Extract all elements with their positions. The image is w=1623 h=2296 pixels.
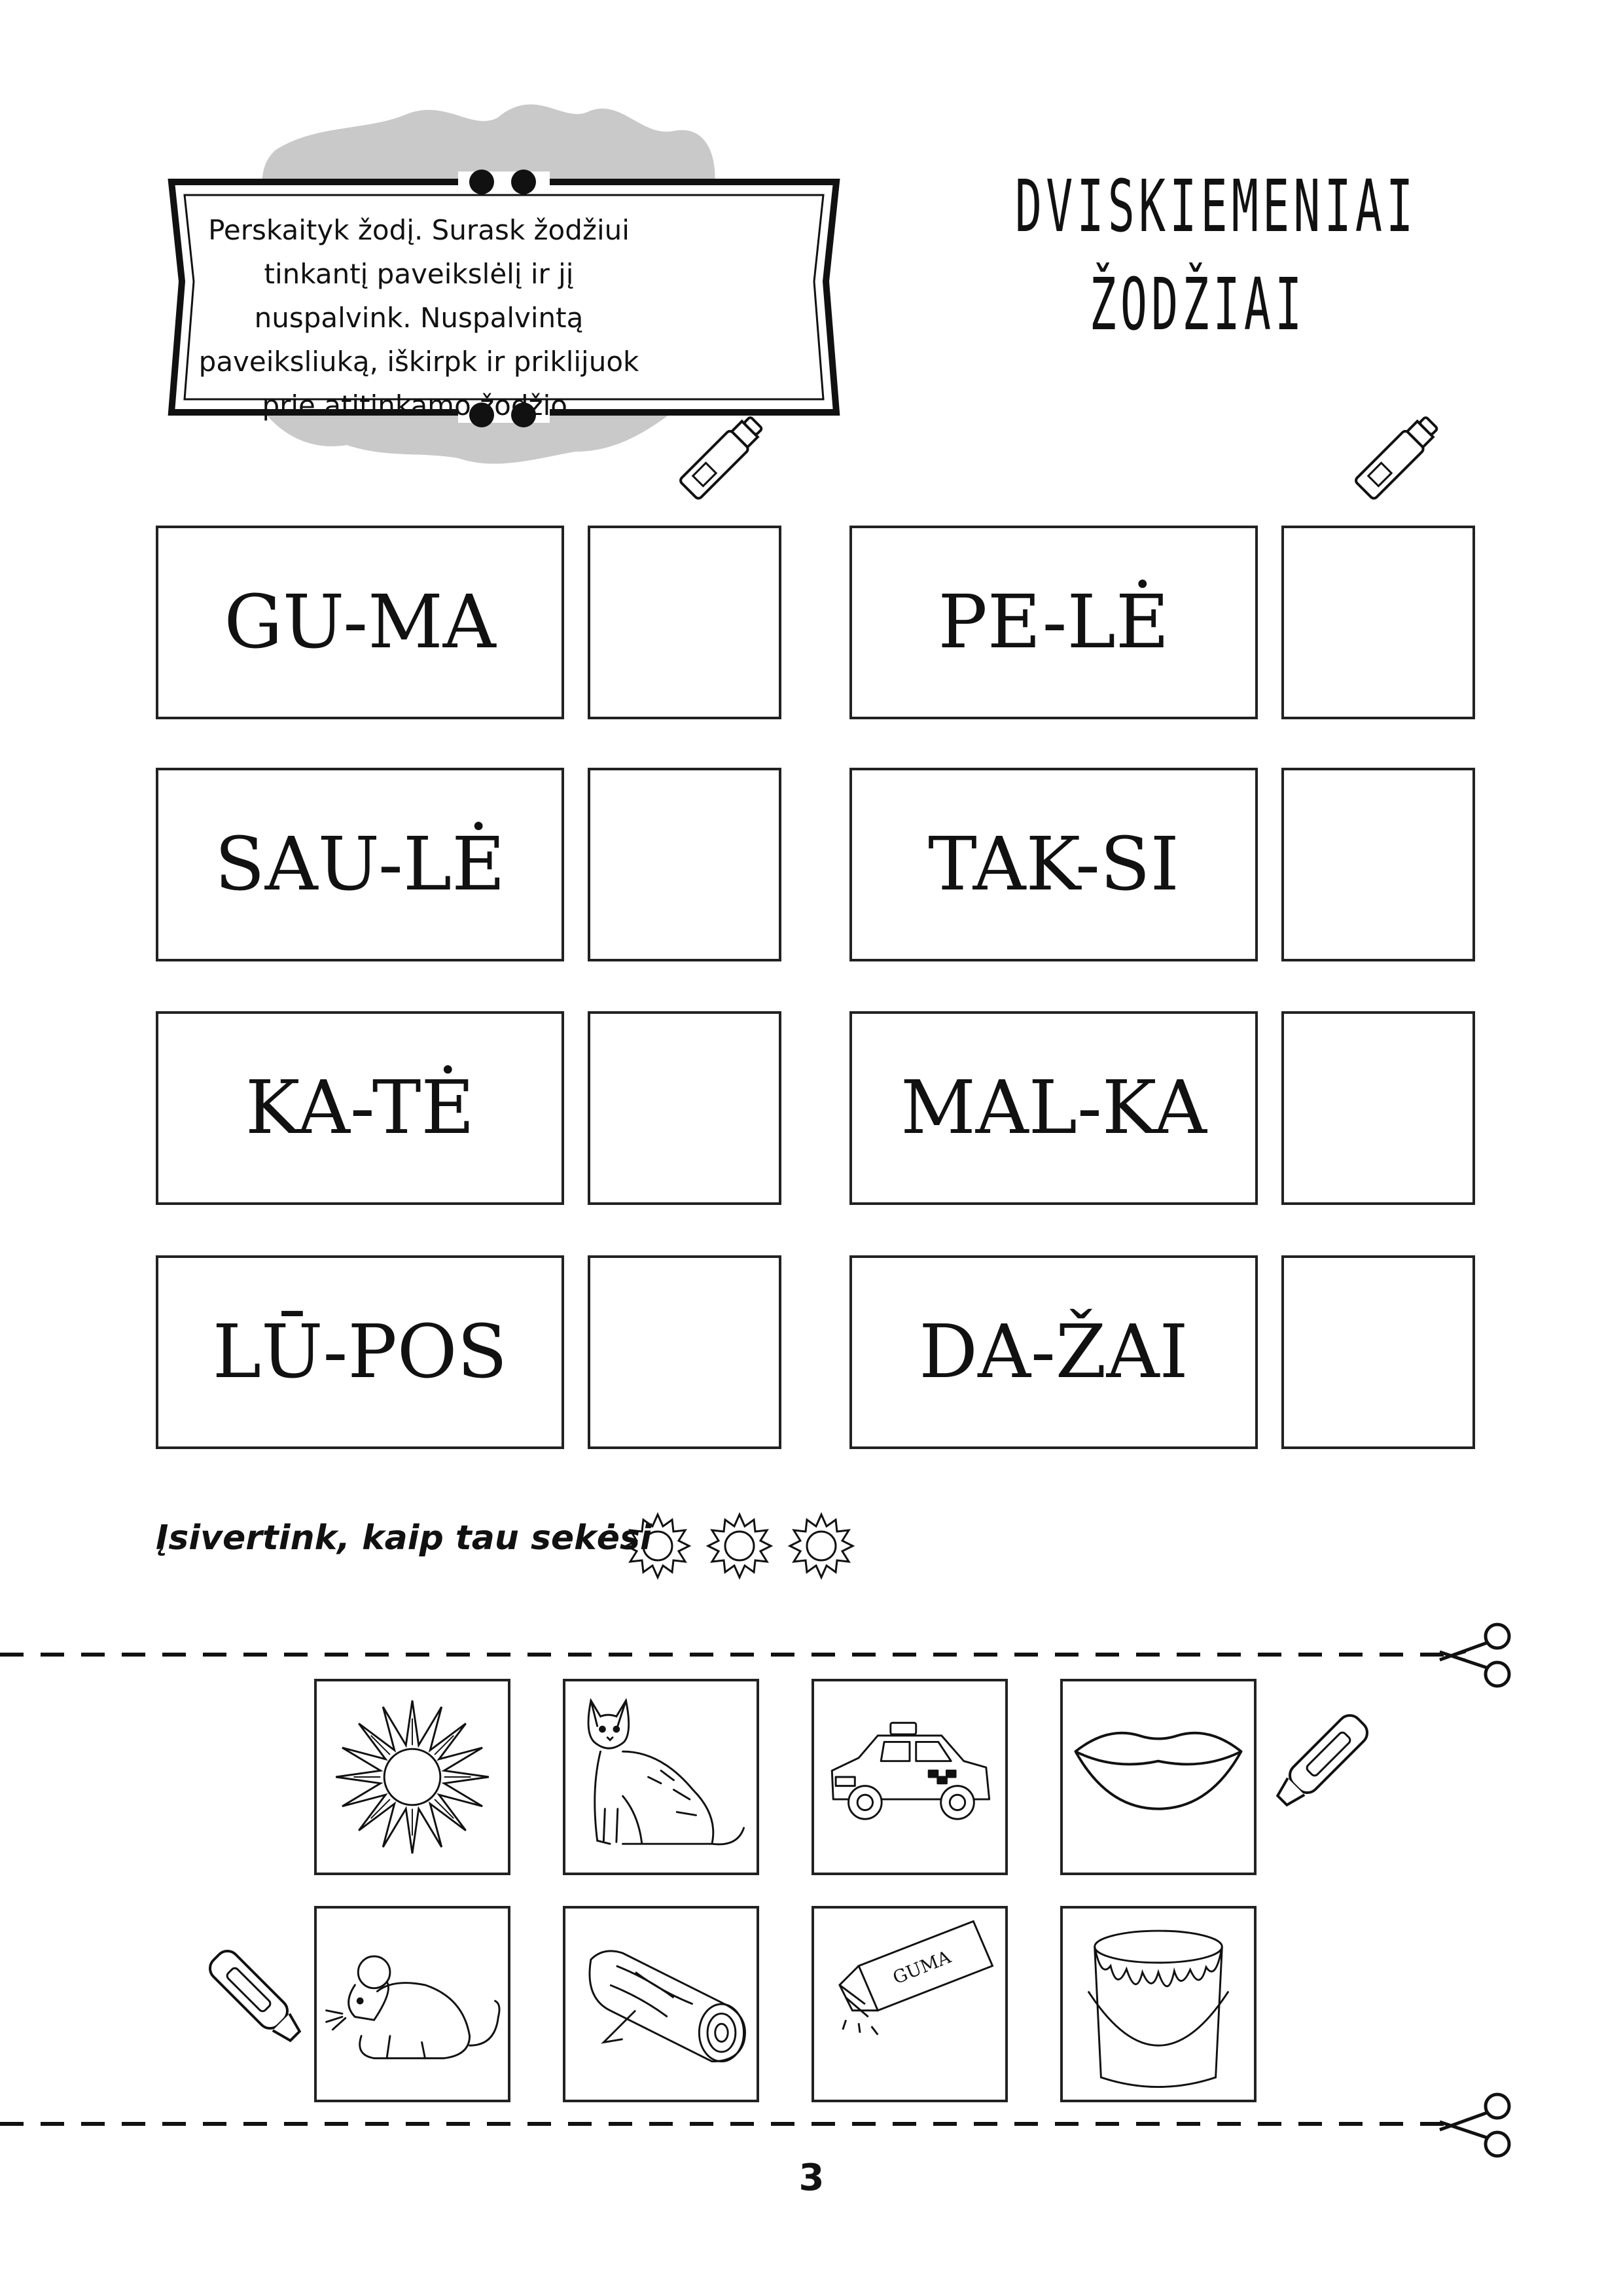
picture-log[interactable] [563, 1906, 759, 2102]
crayon-icon [1271, 1711, 1372, 1812]
taxi-icon [814, 1681, 1005, 1873]
scissors-icon [1440, 1624, 1509, 1686]
picture-cat[interactable] [563, 1679, 759, 1875]
glue-stick-icon [679, 413, 766, 500]
paste-box[interactable] [1281, 1011, 1475, 1205]
picture-gum[interactable] [812, 1906, 1008, 2102]
log-icon [565, 1909, 757, 2100]
paste-box[interactable] [1281, 1255, 1475, 1449]
page-title [1015, 157, 1418, 353]
crayon-icon [205, 1946, 306, 2047]
rating-sun-icon [790, 1515, 853, 1577]
word-box: SAU-LĖ [156, 768, 564, 961]
title-line-1: DVISKIEMENIAI [1015, 164, 1418, 248]
paste-box[interactable] [1281, 768, 1475, 961]
paste-box[interactable] [588, 1255, 781, 1449]
picture-mouse[interactable] [314, 1906, 510, 2102]
scissors-icon [1440, 2094, 1509, 2156]
rating-label: Įsivertink, kaip tau sekėsi [156, 1518, 652, 1558]
instruction-text: Perskaityk žodį. Surask žodžiui tinkantį paveikslėlį ir jį nuspalvink. Nuspalvintą paveiksliuką, iškirpk ir priklijuok prie atitinkamo žodžio. [198, 214, 639, 422]
dot-icon [511, 170, 536, 194]
word-box: GU-MA [156, 526, 564, 719]
paint-bucket-icon [1063, 1909, 1254, 2100]
word-box: TAK-SI [849, 768, 1258, 961]
word-box: DA-ŽAI [849, 1255, 1258, 1449]
sun-icon [317, 1681, 508, 1873]
word-box: MAL-KA [849, 1011, 1258, 1205]
dot-icon [469, 170, 494, 194]
title-line-2: ŽODŽIAI [1089, 262, 1306, 346]
lips-icon [1063, 1681, 1254, 1873]
paste-box[interactable] [588, 1011, 781, 1205]
picture-lips[interactable] [1060, 1679, 1257, 1875]
word-box: LŪ-POS [156, 1255, 564, 1449]
rating-sun-icon [708, 1515, 771, 1577]
picture-paint[interactable] [1060, 1906, 1257, 2102]
picture-taxi[interactable] [812, 1679, 1008, 1875]
gum-icon [814, 1909, 1005, 2100]
picture-sun[interactable] [314, 1679, 510, 1875]
glue-stick-icon [1355, 413, 1442, 500]
paste-box[interactable] [1281, 526, 1475, 719]
mouse-icon [317, 1909, 508, 2100]
page-number: 3 [798, 2157, 825, 2199]
paste-box[interactable] [588, 768, 781, 961]
paste-box[interactable] [588, 526, 781, 719]
word-box: KA-TĖ [156, 1011, 564, 1205]
word-box: PE-LĖ [849, 526, 1258, 719]
gum-label: GUMA [890, 1946, 954, 1989]
cat-icon [565, 1681, 757, 1873]
